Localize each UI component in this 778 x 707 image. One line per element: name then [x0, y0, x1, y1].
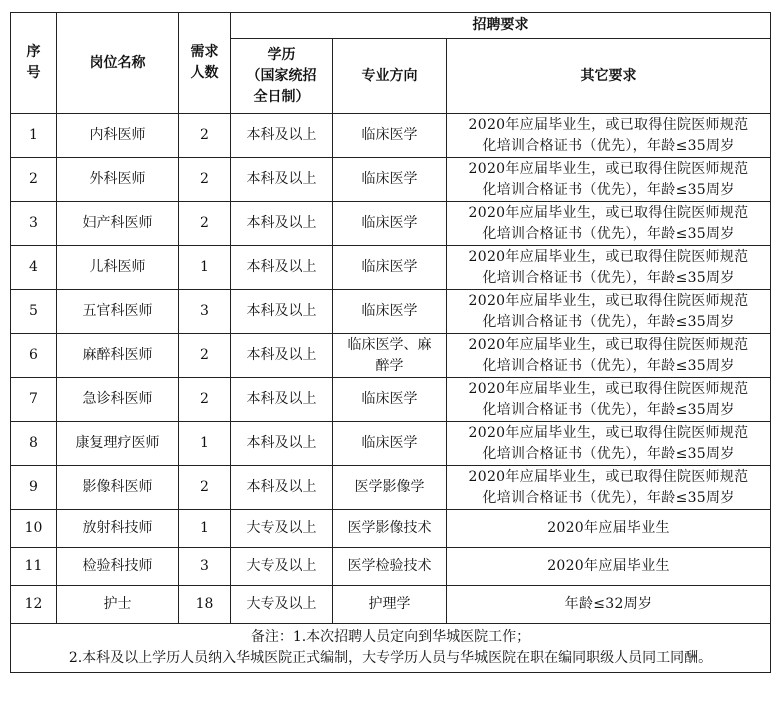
cell-major	[333, 246, 447, 290]
cell-other-line: 年龄≤32周岁	[564, 596, 653, 612]
cell-count-text: 1	[200, 520, 209, 536]
cell-position-text: 妇产科医师	[82, 215, 153, 231]
cell-count	[179, 466, 231, 510]
table-row	[11, 114, 771, 158]
cell-position-text: 影像科医师	[82, 479, 153, 495]
cell-position	[57, 510, 179, 548]
cell-position	[57, 202, 179, 246]
cell-seq	[11, 114, 57, 158]
cell-education	[231, 334, 333, 378]
cell-major	[333, 466, 447, 510]
cell-position-text: 放射科技师	[82, 520, 153, 536]
table-row	[11, 422, 771, 466]
cell-other	[447, 202, 771, 246]
cell-education	[231, 202, 333, 246]
cell-count	[179, 422, 231, 466]
cell-count-text: 2	[200, 127, 209, 143]
cell-other-line: 化培训合格证书（优先），年龄≤35周岁	[482, 313, 735, 330]
cell-position	[57, 548, 179, 586]
cell-other-line: 2020年应届毕业生，或已取得住院医师规范	[468, 380, 749, 397]
cell-count-text: 1	[200, 259, 209, 275]
cell-education-text: 大专及以上	[246, 558, 317, 574]
table-row	[11, 290, 771, 334]
cell-count-text: 18	[195, 596, 214, 612]
cell-position-text: 麻醉科医师	[82, 347, 153, 363]
cell-position-text: 检验科技师	[82, 558, 153, 574]
cell-seq-text: 8	[29, 435, 38, 451]
cell-seq-text: 7	[29, 391, 38, 407]
cell-other-line: 2020年应届毕业生，或已取得住院医师规范	[468, 292, 749, 309]
cell-education-text: 本科及以上	[246, 347, 317, 363]
header-seq	[11, 13, 57, 114]
cell-seq-text: 4	[29, 259, 38, 275]
header-count-text: 需求 人数	[190, 44, 219, 81]
cell-position	[57, 422, 179, 466]
cell-education	[231, 246, 333, 290]
cell-count-text: 2	[200, 479, 209, 495]
cell-major-text: 临床医学	[361, 259, 418, 275]
cell-count	[179, 510, 231, 548]
header-requirements-group	[231, 13, 771, 39]
cell-count-text: 3	[200, 303, 209, 319]
cell-other-line: 化培训合格证书（优先），年龄≤35周岁	[482, 225, 735, 242]
cell-education	[231, 158, 333, 202]
cell-other	[447, 466, 771, 510]
cell-education-text: 本科及以上	[246, 259, 317, 275]
cell-seq	[11, 466, 57, 510]
cell-seq-text: 5	[29, 303, 38, 319]
cell-education	[231, 510, 333, 548]
table-row	[11, 548, 771, 586]
cell-position	[57, 466, 179, 510]
cell-education-text: 本科及以上	[246, 127, 317, 143]
cell-other	[447, 422, 771, 466]
cell-position-text: 内科医师	[89, 127, 146, 143]
cell-other-line: 化培训合格证书（优先），年龄≤35周岁	[482, 357, 735, 374]
cell-count	[179, 378, 231, 422]
cell-position	[57, 334, 179, 378]
cell-seq	[11, 202, 57, 246]
cell-other	[447, 548, 771, 586]
cell-position-text: 五官科医师	[82, 303, 153, 319]
header-position-text: 岗位名称	[89, 54, 146, 71]
cell-seq	[11, 158, 57, 202]
table-row	[11, 202, 771, 246]
header-education	[231, 39, 333, 114]
table-row	[11, 586, 771, 624]
cell-count	[179, 586, 231, 624]
cell-position-text: 儿科医师	[89, 259, 146, 275]
cell-count	[179, 334, 231, 378]
cell-seq-text: 11	[24, 558, 43, 574]
cell-position-text: 康复理疗医师	[75, 435, 160, 451]
cell-other-line: 2020年应届毕业生，或已取得住院医师规范	[468, 468, 749, 485]
cell-other	[447, 510, 771, 548]
cell-other-line: 2020年应届毕业生，或已取得住院医师规范	[468, 116, 749, 133]
cell-education-text: 本科及以上	[246, 391, 317, 407]
cell-other-line: 2020年应届毕业生，或已取得住院医师规范	[468, 336, 749, 353]
notes-cell	[11, 624, 771, 673]
cell-major-text: 临床医学	[361, 215, 418, 231]
cell-seq	[11, 378, 57, 422]
cell-major-text: 临床医学、麻 醉学	[347, 336, 432, 374]
header-requirements-text: 招聘要求	[472, 17, 529, 33]
cell-seq-text: 1	[29, 127, 38, 143]
cell-other	[447, 114, 771, 158]
cell-other-line: 2020年应届毕业生，或已取得住院医师规范	[468, 424, 749, 441]
cell-seq	[11, 586, 57, 624]
cell-position-text: 外科医师	[89, 171, 146, 187]
cell-education-text: 本科及以上	[246, 171, 317, 187]
cell-major-text: 医学影像技术	[347, 520, 432, 536]
cell-major-text: 临床医学	[361, 303, 418, 319]
cell-count	[179, 202, 231, 246]
cell-other-line: 化培训合格证书（优先），年龄≤35周岁	[482, 137, 735, 154]
cell-education	[231, 586, 333, 624]
cell-other-line: 2020年应届毕业生，或已取得住院医师规范	[468, 160, 749, 177]
cell-seq-text: 3	[29, 215, 38, 231]
cell-position	[57, 378, 179, 422]
cell-major	[333, 290, 447, 334]
cell-education-text: 大专及以上	[246, 520, 317, 536]
cell-other	[447, 290, 771, 334]
cell-seq-text: 2	[29, 171, 38, 187]
cell-major	[333, 548, 447, 586]
cell-major	[333, 334, 447, 378]
cell-major	[333, 158, 447, 202]
cell-count-text: 2	[200, 215, 209, 231]
cell-position	[57, 114, 179, 158]
header-position	[57, 13, 179, 114]
cell-position-text: 护士	[103, 596, 132, 612]
cell-seq-text: 6	[29, 347, 38, 363]
cell-other	[447, 246, 771, 290]
cell-major	[333, 510, 447, 548]
cell-other-line: 化培训合格证书（优先），年龄≤35周岁	[482, 445, 735, 462]
cell-count	[179, 114, 231, 158]
cell-seq	[11, 334, 57, 378]
cell-major	[333, 114, 447, 158]
cell-count-text: 2	[200, 391, 209, 407]
cell-education-text: 本科及以上	[246, 435, 317, 451]
cell-major	[333, 378, 447, 422]
cell-count	[179, 290, 231, 334]
note-line-1: 备注：1.本次招聘人员定向到华城医院工作；	[250, 629, 531, 645]
table-body	[11, 114, 771, 624]
cell-seq-text: 12	[24, 596, 43, 612]
cell-major	[333, 202, 447, 246]
cell-seq-text: 9	[29, 479, 38, 495]
cell-count	[179, 158, 231, 202]
cell-other-line: 化培训合格证书（优先），年龄≤35周岁	[482, 401, 735, 418]
cell-count-text: 2	[200, 347, 209, 363]
cell-major-text: 医学影像学	[354, 479, 425, 495]
cell-position	[57, 246, 179, 290]
cell-education-text: 本科及以上	[246, 215, 317, 231]
cell-education	[231, 466, 333, 510]
cell-education-text: 大专及以上	[246, 596, 317, 612]
cell-other	[447, 378, 771, 422]
cell-major-text: 临床医学	[361, 435, 418, 451]
cell-seq	[11, 246, 57, 290]
cell-other-line: 化培训合格证书（优先），年龄≤35周岁	[482, 489, 735, 506]
table-row	[11, 378, 771, 422]
cell-major	[333, 586, 447, 624]
cell-education-text: 本科及以上	[246, 303, 317, 319]
cell-major-text: 临床医学	[361, 391, 418, 407]
cell-education	[231, 422, 333, 466]
header-count	[179, 13, 231, 114]
cell-position	[57, 290, 179, 334]
cell-other-line: 化培训合格证书（优先），年龄≤35周岁	[482, 181, 735, 198]
cell-other-line: 2020年应届毕业生	[547, 558, 670, 574]
cell-education	[231, 378, 333, 422]
cell-count-text: 1	[200, 435, 209, 451]
cell-seq	[11, 422, 57, 466]
cell-other-line: 2020年应届毕业生，或已取得住院医师规范	[468, 204, 749, 221]
cell-major-text: 临床医学	[361, 127, 418, 143]
cell-education	[231, 290, 333, 334]
header-other	[447, 39, 771, 114]
cell-major	[333, 422, 447, 466]
cell-seq-text: 10	[24, 520, 43, 536]
cell-count	[179, 246, 231, 290]
table-row	[11, 158, 771, 202]
cell-count-text: 2	[200, 171, 209, 187]
recruitment-table	[10, 12, 771, 673]
cell-major-text: 护理学	[368, 596, 411, 612]
cell-seq	[11, 510, 57, 548]
cell-education	[231, 114, 333, 158]
cell-position	[57, 586, 179, 624]
header-major-text: 专业方向	[361, 67, 418, 84]
cell-education	[231, 548, 333, 586]
cell-other	[447, 334, 771, 378]
table-row	[11, 334, 771, 378]
header-seq-text: 序 号	[26, 44, 41, 81]
cell-position-text: 急诊科医师	[82, 391, 153, 407]
cell-seq	[11, 548, 57, 586]
cell-position	[57, 158, 179, 202]
table-row	[11, 466, 771, 510]
note-line-2: 2.本科及以上学历人员纳入华城医院正式编制，大专学历人员与华城医院在职在编同职级人员同工同酬。	[68, 650, 713, 666]
cell-other	[447, 158, 771, 202]
cell-other-line: 2020年应届毕业生	[547, 520, 670, 536]
header-education-text: 学历 （国家统招 全日制）	[246, 46, 317, 105]
cell-count	[179, 548, 231, 586]
cell-other-line: 2020年应届毕业生，或已取得住院医师规范	[468, 248, 749, 265]
header-other-text: 其它要求	[580, 67, 637, 84]
cell-other	[447, 586, 771, 624]
table-row	[11, 510, 771, 548]
cell-major-text: 临床医学	[361, 171, 418, 187]
cell-count-text: 3	[200, 558, 209, 574]
cell-seq	[11, 290, 57, 334]
cell-other-line: 化培训合格证书（优先），年龄≤35周岁	[482, 269, 735, 286]
cell-major-text: 医学检验技术	[347, 558, 432, 574]
cell-education-text: 本科及以上	[246, 479, 317, 495]
header-major	[333, 39, 447, 114]
table-row	[11, 246, 771, 290]
